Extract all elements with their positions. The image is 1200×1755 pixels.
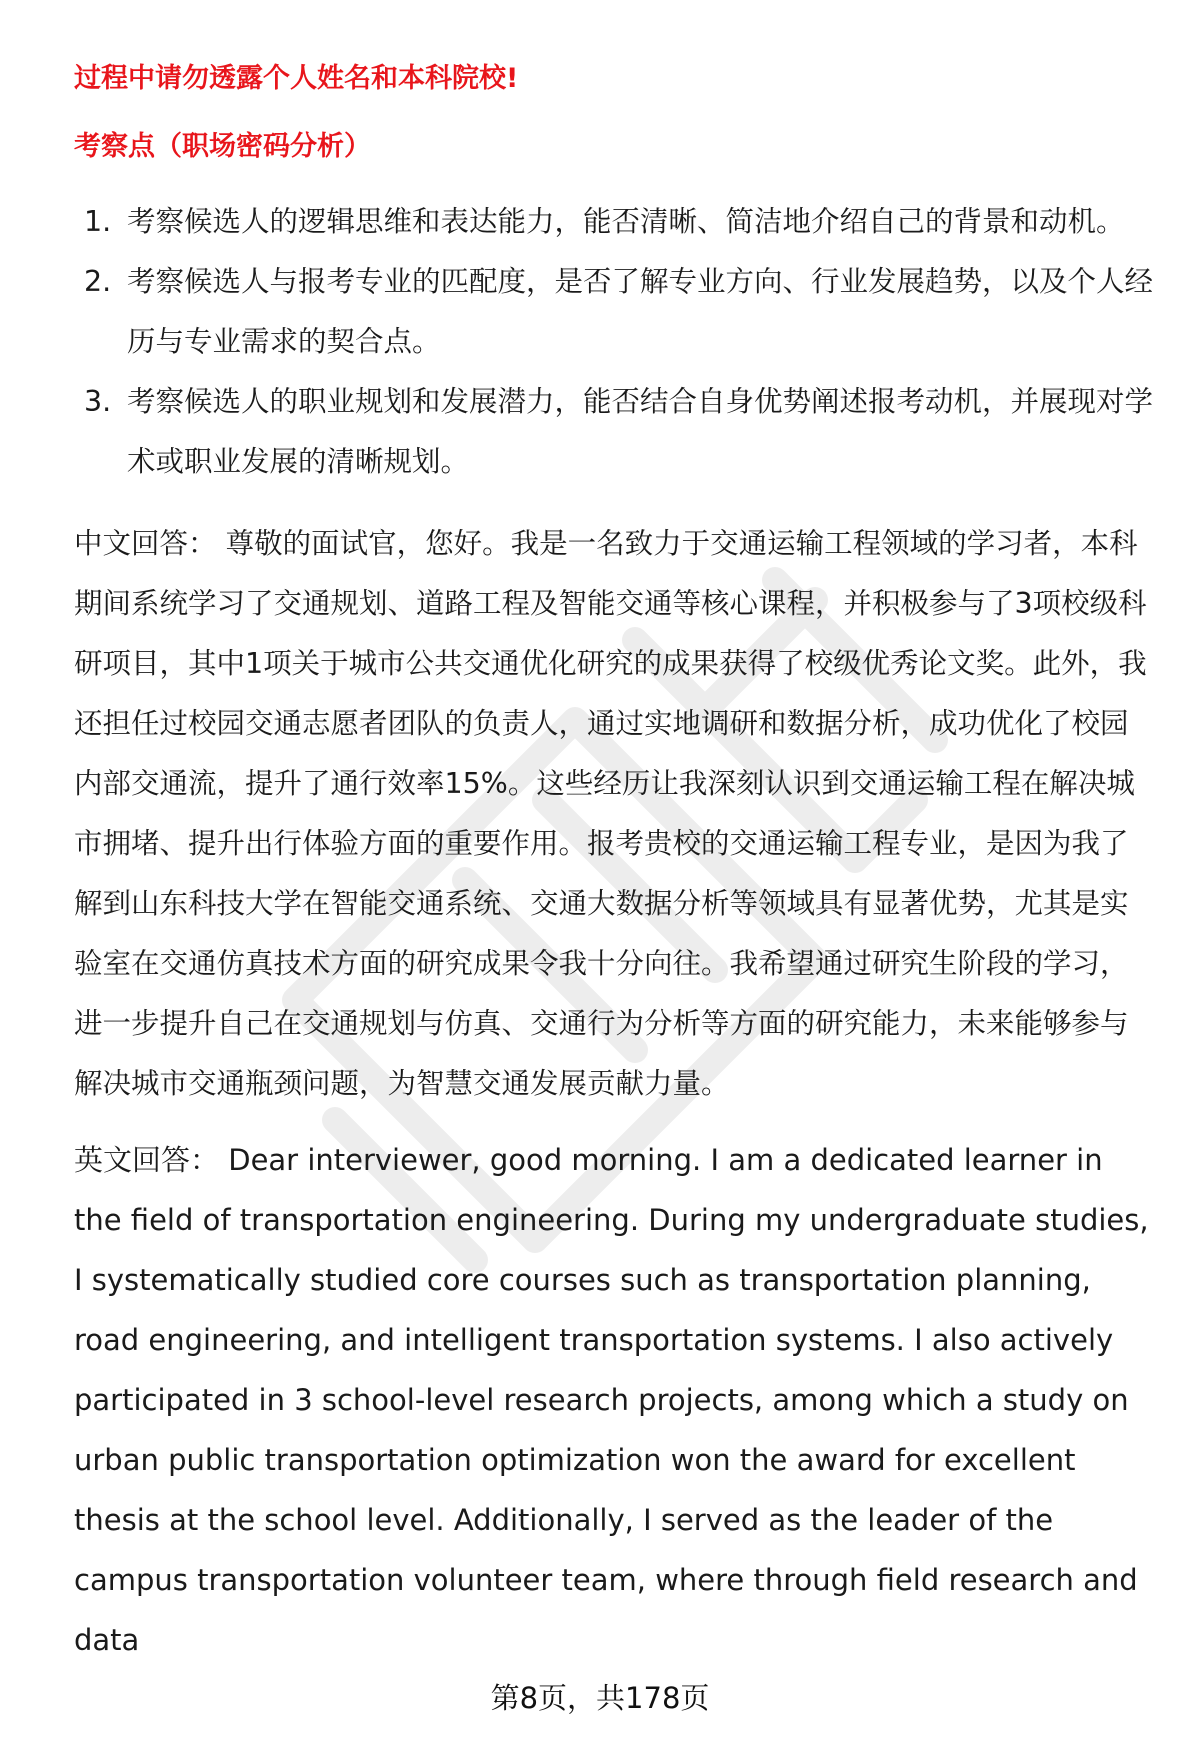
chinese-answer-label: 中文回答： [74, 527, 217, 560]
page-content [74, 62, 1154, 1670]
chinese-answer-text: 尊敬的面试官，您好。我是一名致力于交通运输工程领域的学习者，本科期间系统学习了交通规划、道路工程及智能交通等核心课程，并积极参与了3项校级科研项目，其中1项关于城市公共交通优化研究的成果获得了校级优秀论文奖。此外，我还担任过校园交通志愿者团队的负责人，通过实地调研和数据分析，成功优化了校园内部交通流，提升了通行效率15%。这些经历让我深刻认识到交通运输工程在解决城市拥堵、提升出行体验方面的重要作用。报考贵校的交通运输工程专业，是因为我了解到山东科技大学在智能交通系统、交通大数据分析等领域具有显著优势，尤其是实验室在交通仿真技术方面的研究成果令我十分向往。我希望通过研究生阶段的学习，进一步提升自己在交通规划与仿真、交通行为分析等方面的研究能力，未来能够参与解决城市交通瓶颈问题，为智慧交通发展贡献力量。 [74, 527, 1147, 1100]
assessment-points-list [74, 192, 1154, 492]
privacy-warning: 过程中请勿透露个人姓名和本科院校! [74, 63, 519, 94]
list-item-text: 考察候选人的逻辑思维和表达能力，能否清晰、简洁地介绍自己的背景和动机。 [127, 205, 1125, 238]
list-item-number: 2. [84, 265, 112, 298]
english-answer-text: Dear interviewer, good morning. I am a dedicated learner in the field of transportation engineering. During my undergraduate studies, I systematically studied core courses such as transportation planning, road engineering, and intelligent transportation systems. I also actively participated in 3 school-level research projects, among which a study on urban public transportation optimization won the award for excellent thesis at the school level. Additionally, I served as the leader of the campus transportation volunteer team, where through field research and data [74, 1143, 1149, 1657]
chinese-answer [74, 514, 1154, 1114]
list-item [74, 252, 1154, 372]
list-item-text: 考察候选人与报考专业的匹配度，是否了解专业方向、行业发展趋势，以及个人经历与专业需求的契合点。 [127, 265, 1154, 358]
list-item-text: 考察候选人的职业规划和发展潜力，能否结合自身优势阐述报考动机，并展现对学术或职业发展的清晰规划。 [127, 385, 1154, 478]
section-title: 考察点（职场密码分析） [74, 131, 371, 162]
english-answer [74, 1130, 1154, 1670]
list-item-number: 1. [84, 205, 112, 238]
english-answer-label: 英文回答： [74, 1143, 220, 1177]
page-number-footer: 第8页，共178页 [490, 1681, 710, 1715]
list-item-number: 3. [84, 385, 112, 418]
list-item [74, 372, 1154, 492]
list-item [74, 192, 1154, 252]
